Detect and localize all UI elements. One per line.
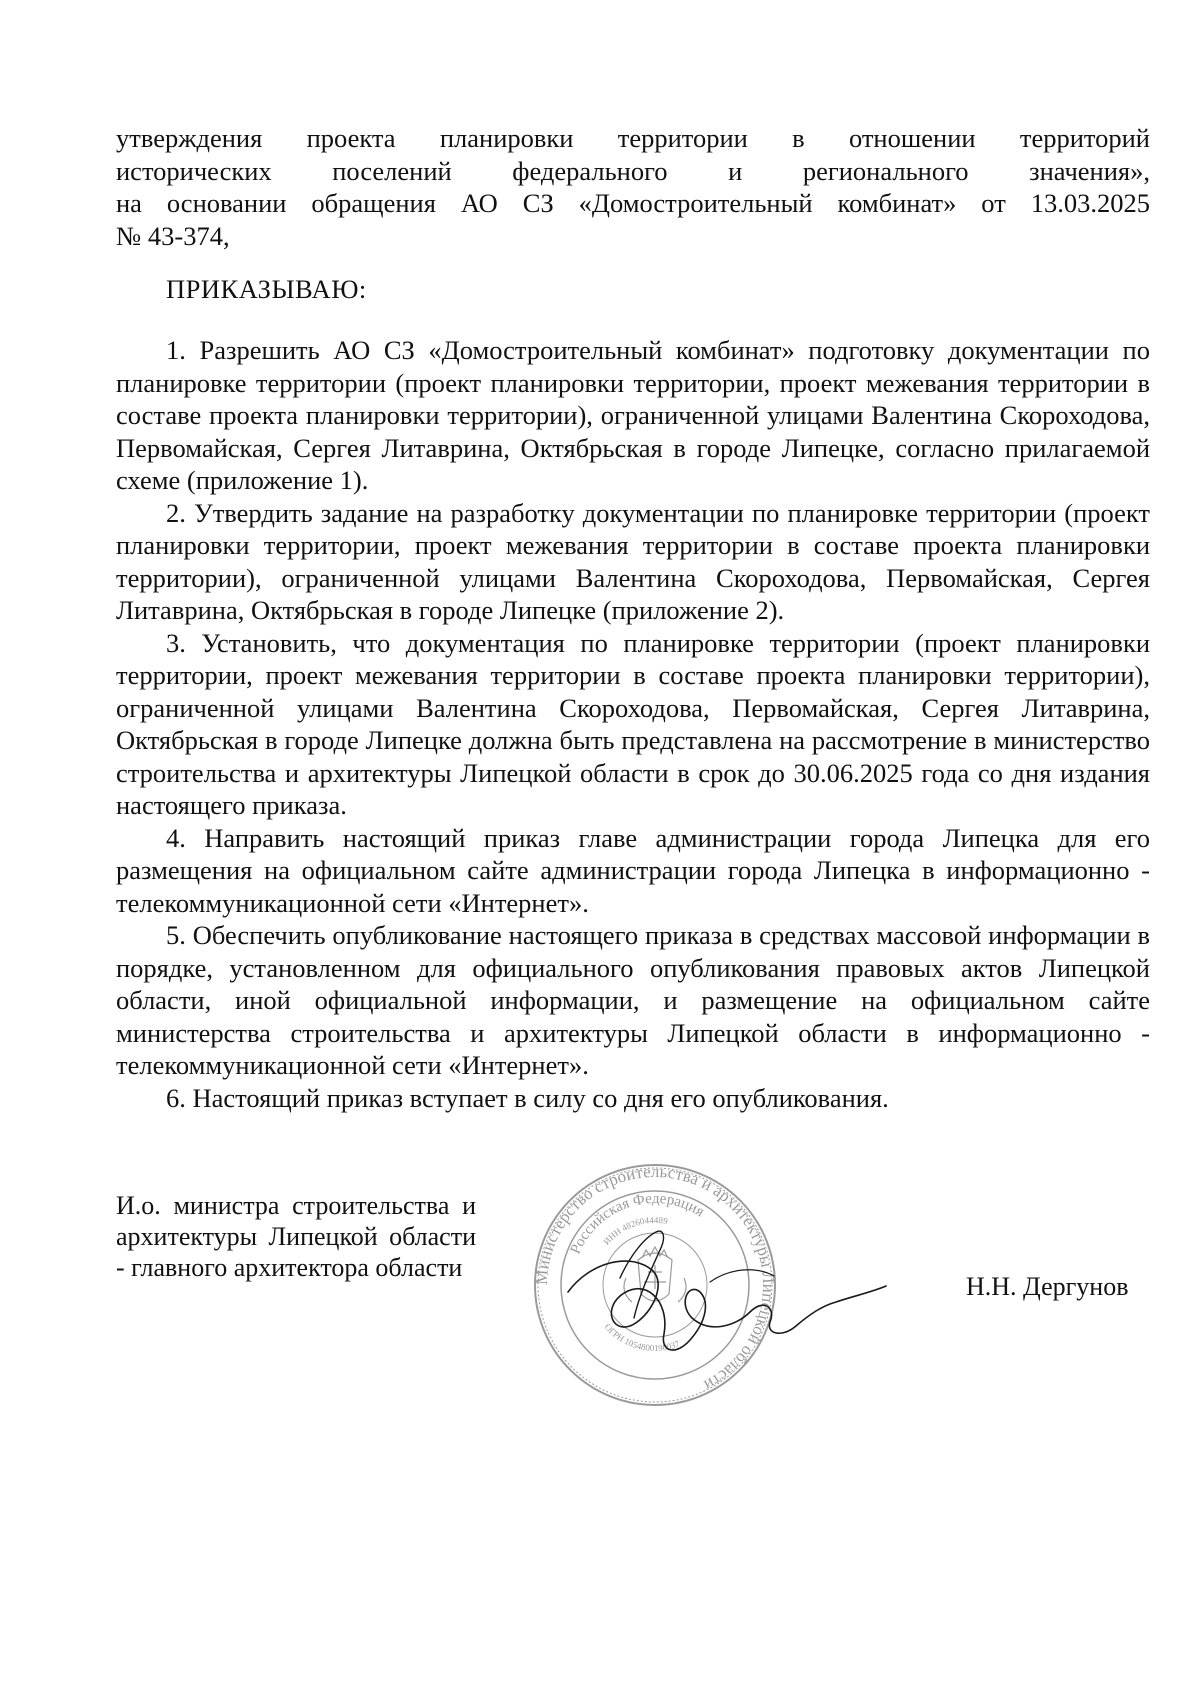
seal-inner-text: Российская Федерация: [567, 1190, 707, 1257]
signatory-name: Н.Н. Дергунов: [966, 1272, 1129, 1301]
intro-line: № 43-374,: [116, 220, 230, 251]
seal-number-text: ИНН 4826044489: [601, 1214, 669, 1247]
order-item-3: 3. Установить, что документация по планировке территории (проект планировки территории, проект межевания территории в составе проекта планировки территории), ограниченной улицами Валентина Скороходова, Первомайская, Сергея Литаврина, Октябрьская в городе Липецке должна быть представлена на рассмотрение в министерство строительства и архитектуры Липецкой области в срок до 30.06.2025 года со дня издания настоящего приказа.: [116, 627, 1150, 820]
order-item-6: 6. Настоящий приказ вступает в силу со дня его опубликования.: [166, 1082, 889, 1113]
intro-line: на основании обращения АО СЗ «Домостроительный комбинат» от 13.03.2025: [116, 188, 1150, 218]
handwritten-signature: [560, 1222, 890, 1362]
signatory-position: И.о. министра строительства и архитектуры Липецкой области - главного архитектора области: [116, 1191, 476, 1282]
order-items: [116, 334, 1150, 1114]
intro-paragraph: [116, 122, 1150, 252]
signature-block: [0, 1160, 1200, 1420]
order-heading: ПРИКАЗЫВАЮ:: [166, 274, 367, 304]
seal-outer-text: Министерство строительства и архитектуры Липецкой области: [531, 1161, 779, 1395]
intro-line: исторических поселений федерального и регионального значения»,: [116, 155, 1150, 186]
order-item-4: 4. Направить настоящий приказ главе администрации города Липецка для его размещения на официальном сайте администрации города Липецка в информационно - телекоммуникационной сети «Интернет».: [116, 822, 1150, 918]
intro-line: утверждения проекта планировки территории в отношении территорий: [116, 123, 1150, 153]
order-item-2: 2. Утвердить задание на разработку документации по планировке территории (проект планировки территории, проект межевания территории в составе проекта планировки территории), ограниченной улицами Валентина Скороходова, Первомайская, Сергея Литаврина, Октябрьская в городе Липецке (приложение 2).: [116, 497, 1150, 625]
seal-ogrn-text: ОГРН 1054800190037: [602, 1321, 682, 1354]
order-item-5: 5. Обеспечить опубликование настоящего приказа в средствах массовой информации в порядке, установленном для официального опубликования правовых актов Липецкой области, иной официальной информации, и размещение на официальном сайте министерства строительства и архитектуры Липецкой области в информационно - телекоммуникационной сети «Интернет».: [116, 920, 1150, 1080]
order-item-1: 1. Разрешить АО СЗ «Домостроительный комбинат» подготовку документации по планировке территории (проект планировки территории, проект межевания территории в составе проекта планировки территории), ограниченной улицами Валентина Скороходова, Первомайская, Сергея Литаврина, Октябрьская в городе Липецке, согласно прилагаемой схеме (приложение 1).: [116, 335, 1150, 495]
